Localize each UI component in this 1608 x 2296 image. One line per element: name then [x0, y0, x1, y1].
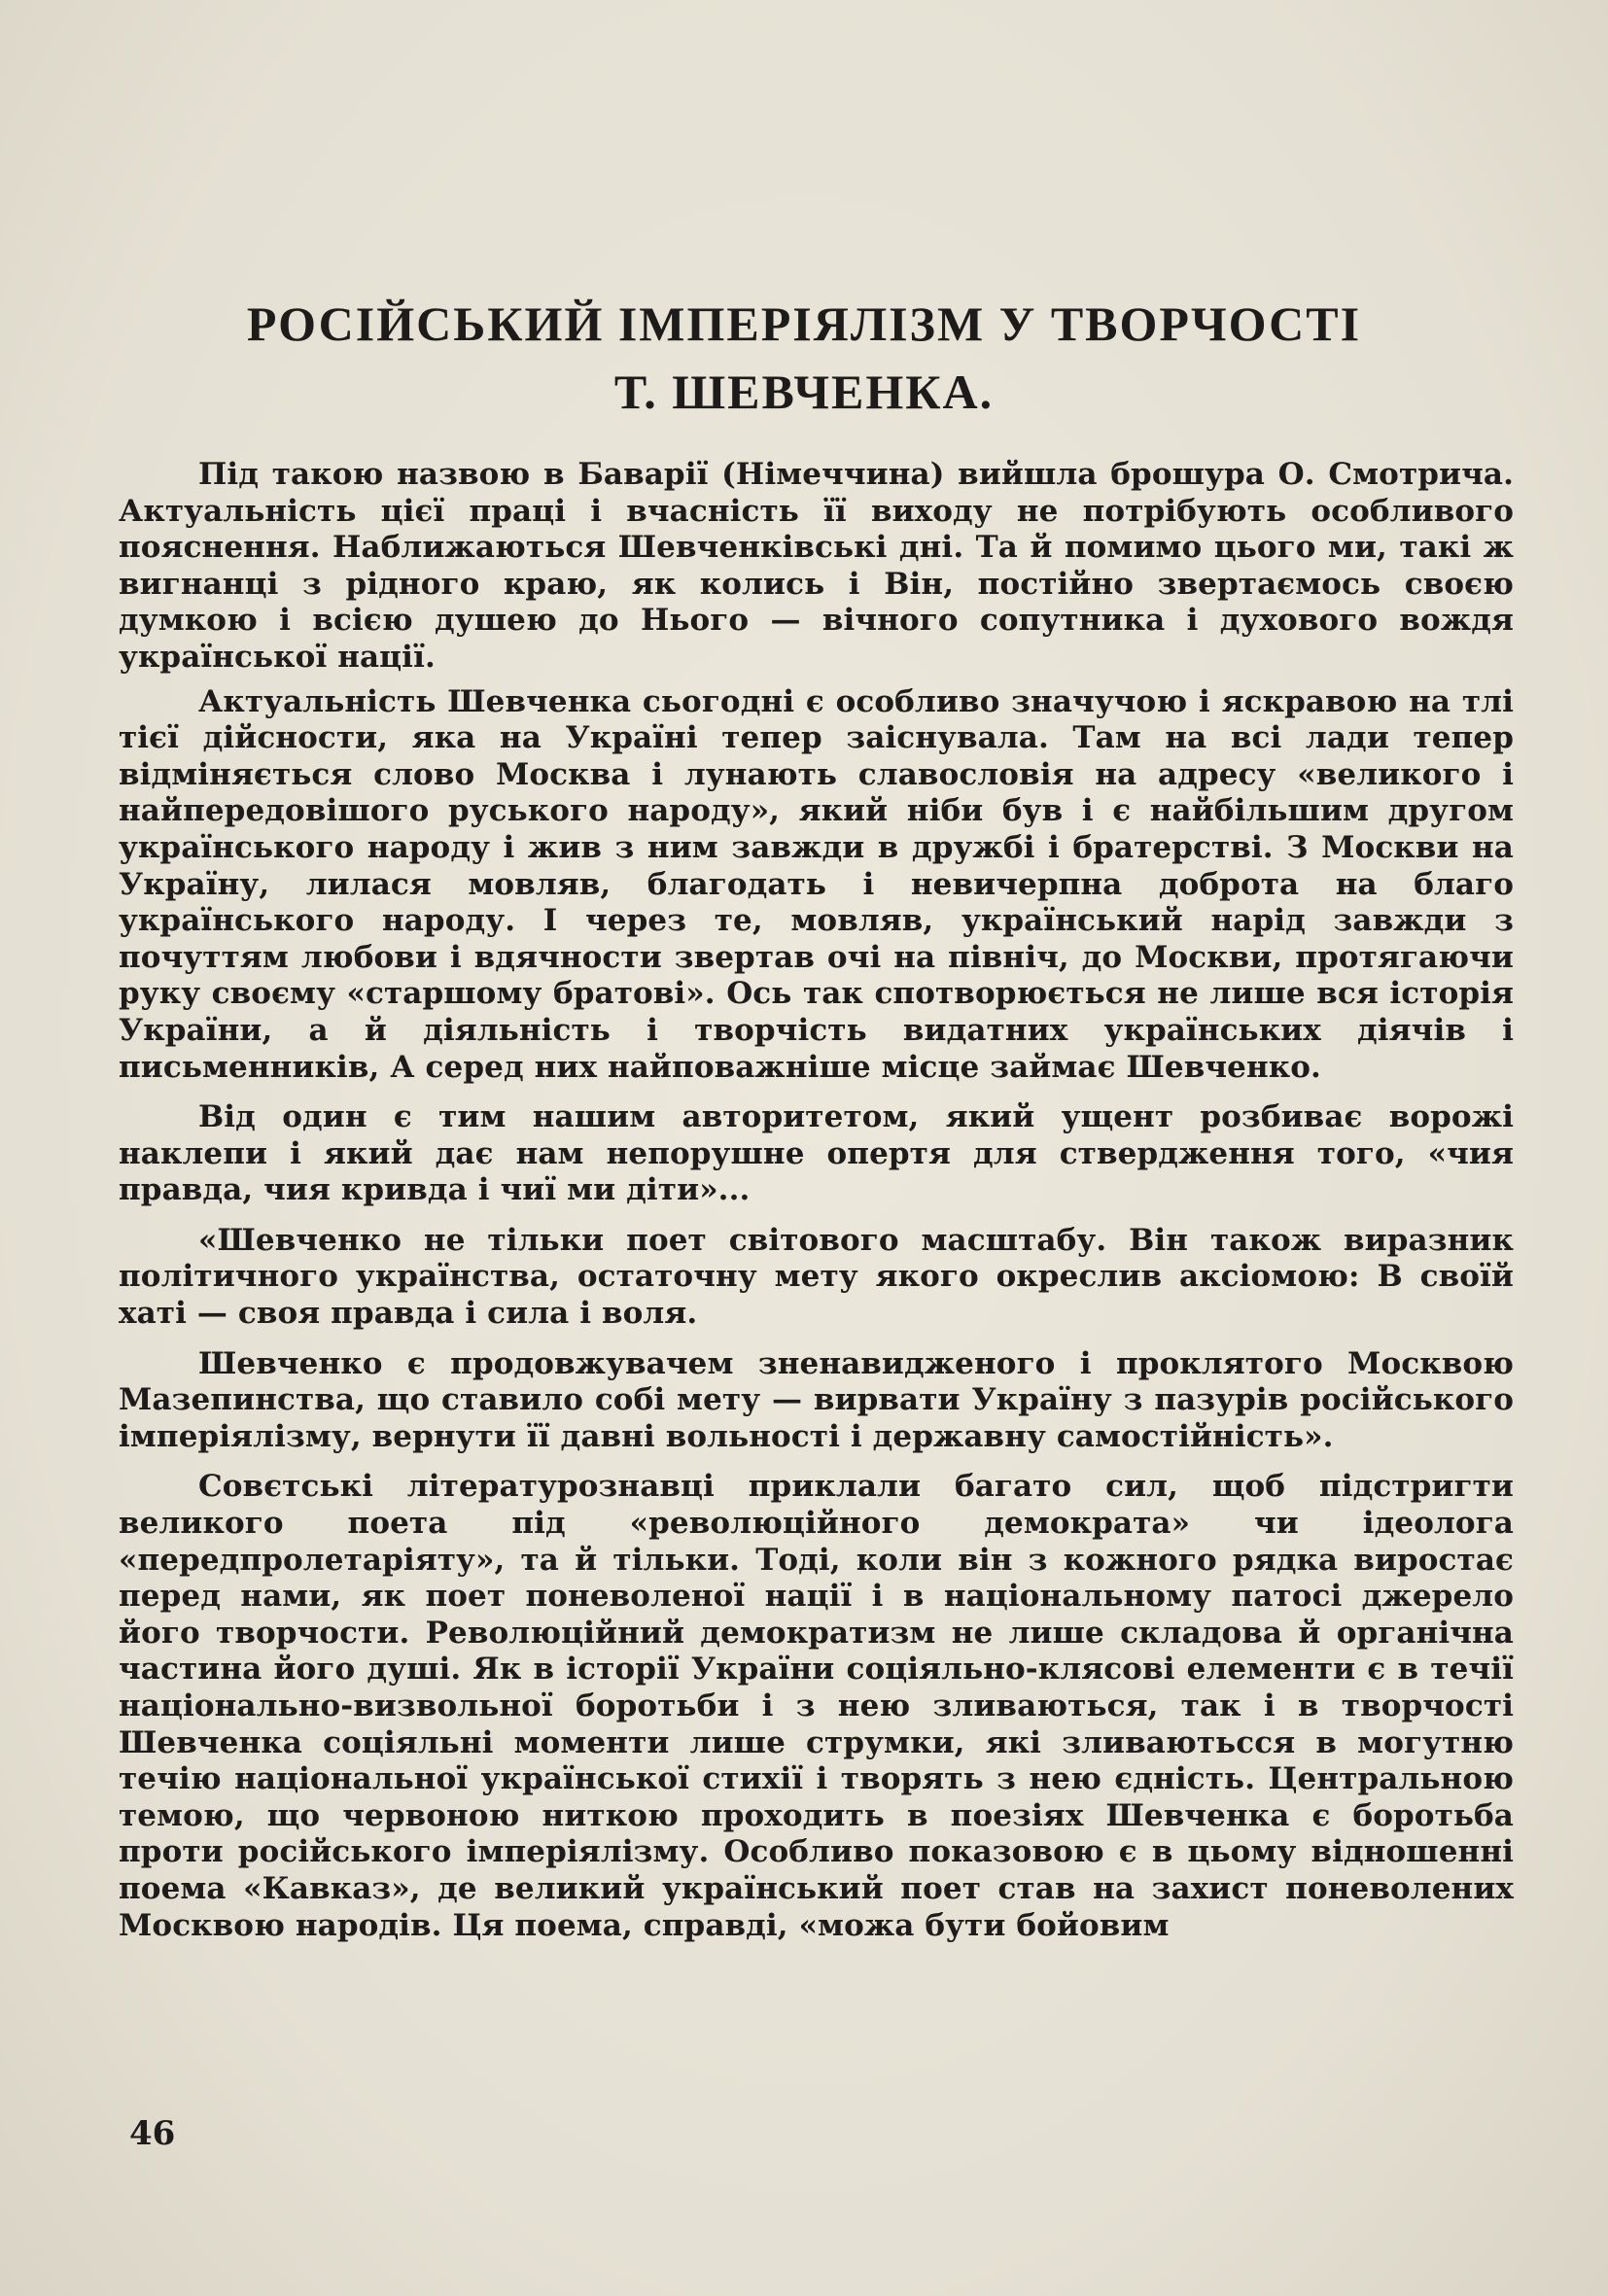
- paragraph-4: [119, 1223, 1514, 1333]
- paragraph-6: Совєтські літературознавці приклали багато сил, щоб підстригти великого поета під «революційного демократа» чи ідеолога «передпролетаріяту», та й тільки. Тоді, коли він з кожного рядка виростає перед нами, як поет поневоленої нації і в національному патосі джерело його творчости. Революційний демократизм не лише складова й органічна частина його душі. Як в історії України соціяльно-клясові елементи є в течії національно-визвольної боротьби і з нею зливаються, так і в творчості Шевченка соціяльні моменти лише струмки, які зливаютьсся в могутню течію національної української стихії і творять з нею єдність. Центральною темою, що червоною ниткою проходить в поезіях Шевченка є боротьба проти російського імперіялізму. Особливо показовою є в цьому відношенні поема «Кавказ», де великий український поет став на захист поневолених Москвою народів. Ця поема, справді, «можа бути бойовим: [119, 1469, 1514, 1943]
- paragraph-1: Під такою назвою в Баварії (Німеччина) вийшла брошура О. Смотрича. Актуальність цієї праці і вчасність її виходу не потрібують особливого пояснення. Наближаються Шевченківські дні. Та й помимо цього ми, такі ж вигнанці з рідного краю, як колись і Він, постійно звертаємось своєю думкою і всією душею до Нього — вічного сопутника і духового вождя української нації.: [119, 457, 1514, 675]
- paragraph-3: Від один є тим нашим авторитетом, який ущент розбиває ворожі наклепи і який дає нам непорушне опертя для ствердження того, «чия правда, чия кривда і чиї ми діти»...: [119, 1099, 1514, 1208]
- article-body: [119, 457, 1514, 1944]
- paragraph-2: Актуальність Шевченка сьогодні є особливо значучою і яскравою на тлі тієї дійсности, яка на Україні тепер заіснувала. Там на всі лади тепер відміняється слово Москва і лунають славословія на адресу «великого і найпередовішого руського народу», який ніби був і є найбільшим другом українського народу і жив з ним завжди в дружбі і братерстві. З Москви на Україну, лилася мовляв, благодать і невичерпна доброта на благо українського народу. І через те, мовляв, український нарід завжди з почуттям любови і вдячности звертав очі на північ, до Москви, протягаючи руку своєму «старшому братові». Ось так спотворюється не лише вся історія України, а й діяльність і творчість видатних українських діячів і письменників, А серед них найповажніше місце займає Шевченко.: [119, 683, 1514, 1085]
- paragraph-5: Шевченко є продовжувачем зненавидженого і проклятого Москвою Мазепинства, що ставило собі мету — вирвати Україну з пазурів російського імперіялізму, вернути її давні вольності і державну самостійність».: [119, 1345, 1514, 1454]
- quote-emphasis: В своїй хаті — своя правда і сила і воля.: [119, 1259, 1514, 1332]
- quote-text: «Шевченко не тільки поет світового масштабу. Він також виразник політичного українства, остаточну мету якого окреслив аксіомою:: [119, 1222, 1514, 1295]
- page-number: 46: [129, 2114, 176, 2153]
- article-title-line-2: Т. ШЕВЧЕНКА.: [613, 365, 995, 419]
- article-title-line-1: РОСІЙСЬКИЙ ІМПЕРІЯЛІЗМ У ТВОРЧОСТІ: [246, 296, 1362, 351]
